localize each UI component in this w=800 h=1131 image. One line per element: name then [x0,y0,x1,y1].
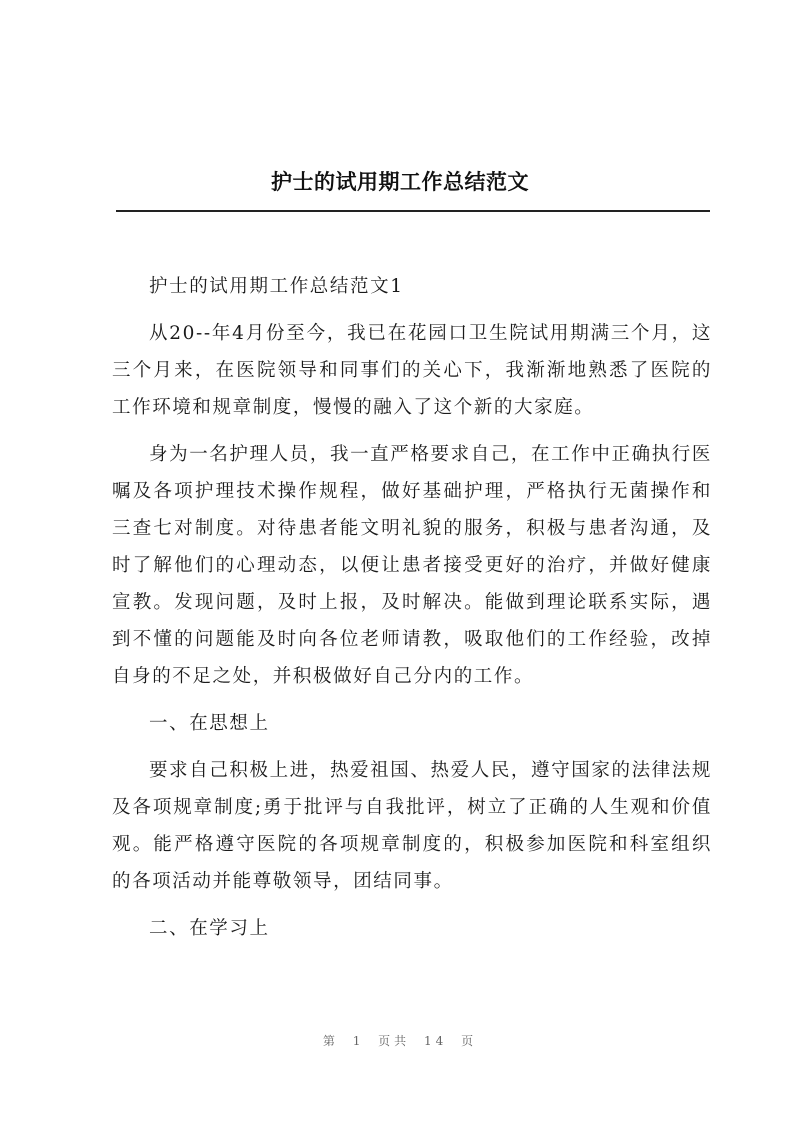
document-title: 护士的试用期工作总结范文 [271,169,529,194]
footer-prefix: 第 [322,1034,339,1048]
title-divider [116,210,710,212]
footer-middle: 页共 [378,1034,411,1048]
footer-total-pages: 14 [424,1034,448,1048]
paragraph-intro: 从20--年4月份至今，我已在花园口卫生院试用期满三个月，这三个月来，在医院领导和同事们的关心下，我渐渐地熟悉了医院的工作环境和规章制度，慢慢的融入了这个新的大家庭。 [112,323,712,418]
section-heading-thought: 一、在思想上 [149,713,270,734]
paragraph-heading-1: 护士的试用期工作总结范文1 [149,276,404,297]
paragraph-work: 身为一名护理人员，我一直严格要求自己，在工作中正确执行医嘱及各项护理技术操作规程，做好基础护理，严格执行无菌操作和三查七对制度。对待患者能文明礼貌的服务，积极与患者沟通，及时了解他们的心理动态，以便让患者接受更好的治疗，并做好健康宣教。发现问题，及时上报，及时解决。能做到理论联系实际，遇到不懂的问题能及时向各位老师请教，吸取他们的工作经验，改掉自身的不足之处，并积极做好自己分内的工作。 [112,444,712,687]
footer-suffix: 页 [461,1034,478,1048]
page-footer [0,1032,800,1049]
paragraph-thought: 要求自己积极上进，热爱祖国、热爱人民，遵守国家的法律法规及各项规章制度;勇于批评与自我批评，树立了正确的人生观和价值观。能严格遵守医院的各项规章制度的，积极参加医院和科室组织的各项活动并能尊敬领导，团结同事。 [112,760,712,892]
footer-page-number: 1 [352,1034,365,1048]
document-body [112,268,712,957]
section-heading-study: 二、在学习上 [149,918,270,939]
